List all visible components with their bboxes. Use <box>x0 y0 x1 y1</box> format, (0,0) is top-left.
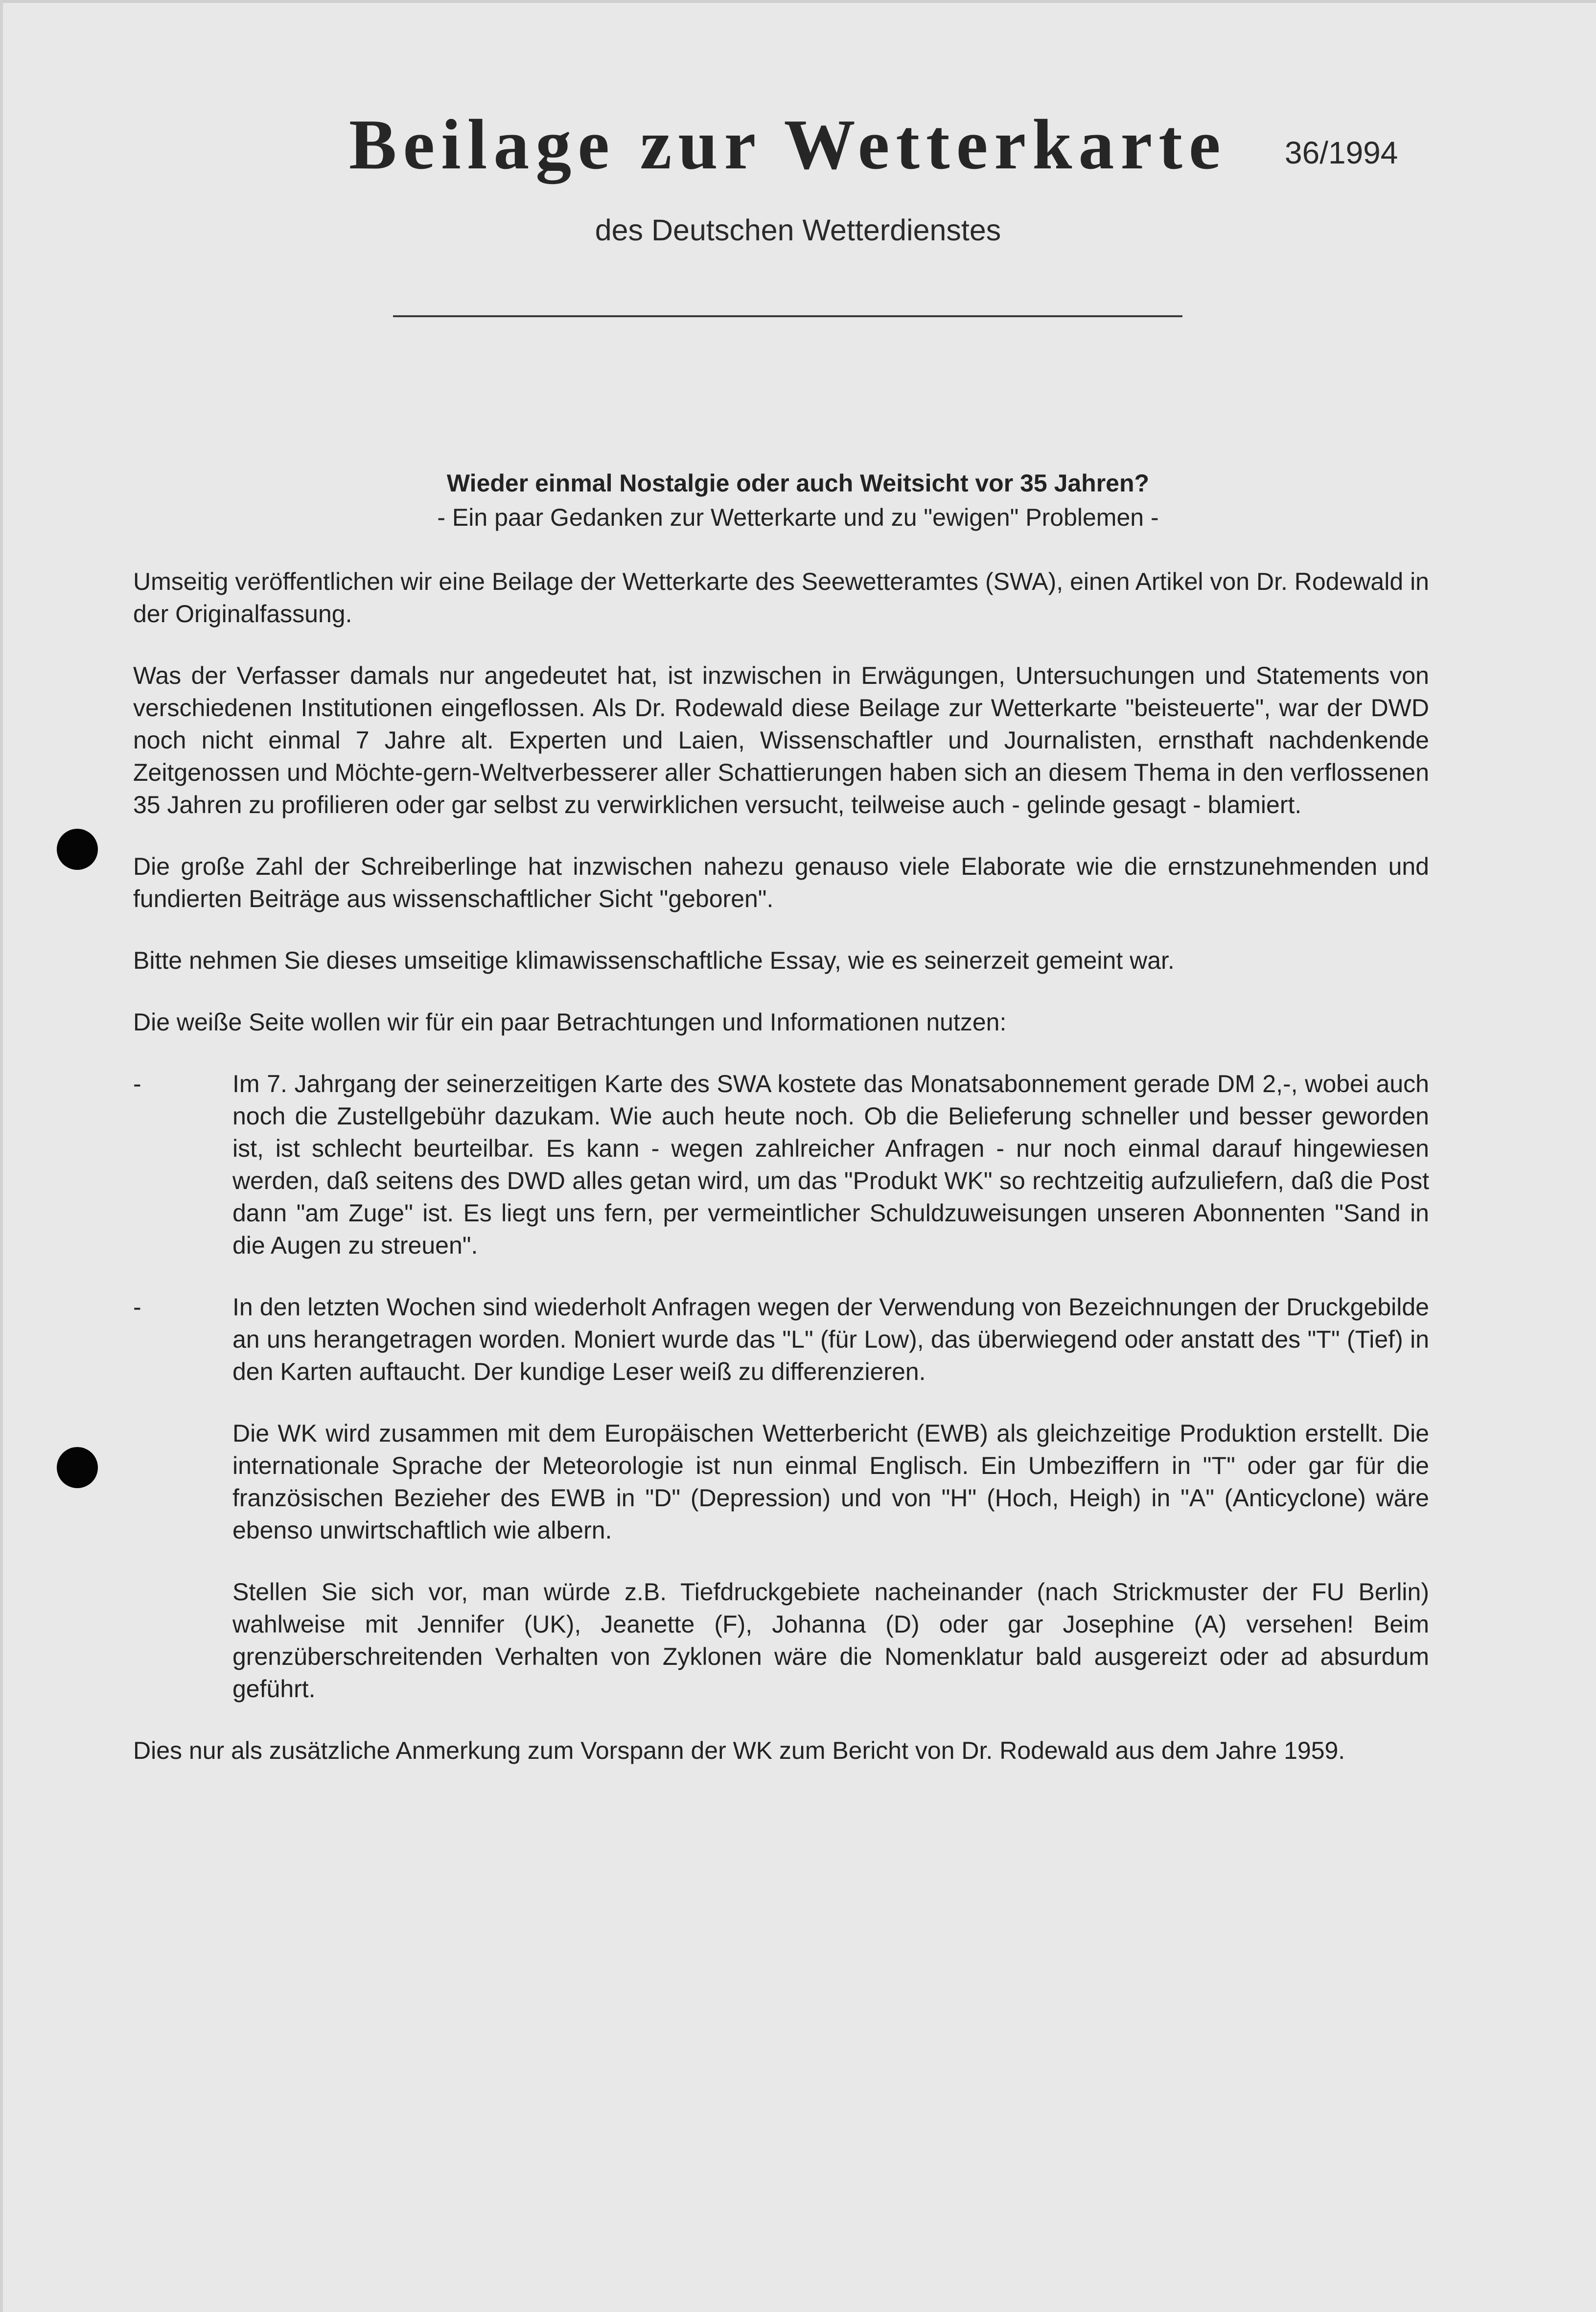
bullet-paragraph: In den letzten Wochen sind wiederholt Anfragen wegen der Verwendung von Bezeichnungen der Druckgebilde an uns herangetragen worden. Moniert wurde das "L" (für Low), das überwiegend oder anstatt des "T" (Tief) in den Karten auftaucht. Der kundige Leser weiß zu differenzieren. <box>232 1293 1429 1385</box>
article-title: Wieder einmal Nostalgie oder auch Weitsicht vor 35 Jahren? <box>446 469 1150 497</box>
bullet-item-subscription <box>133 1068 1429 1261</box>
header-divider <box>393 315 1182 317</box>
paragraph-writers: Die große Zahl der Schreiberlinge hat inzwischen nahezu genauso viele Elaborate wie die ernstzunehmenden und fundierten Beiträge aus wissenschaftlicher Sicht "geboren". <box>133 853 1429 912</box>
bullet-dash: - <box>133 1070 141 1098</box>
bullet-dash: - <box>133 1293 141 1321</box>
article-subtitle: - Ein paar Gedanken zur Wetterkarte und zu "ewigen" Problemen - <box>437 504 1159 531</box>
article-body <box>133 565 1429 1796</box>
bullet-content <box>232 1291 1429 1705</box>
page-title: Beilage zur Wetterkarte <box>349 105 1227 184</box>
bullet-paragraph: Im 7. Jahrgang der seinerzeitigen Karte des SWA kostete das Monatsabonnement gerade DM 2,-, wobei auch noch die Zustellgebühr dazukam. Wie auch heute noch. Ob die Belieferung schneller und besser geworden ist, ist schlecht beurteilbar. Es kann - wegen zahlreicher Anfragen - nur noch einmal darauf hingewiesen werden, daß seitens des DWD alles getan wird, um das "Produkt WK" so rechtzeitig aufzuliefern, daß die Post dann "am Zuge" ist. Es liegt uns fern, per vermeintlicher Schuldzuweisungen unseren Abonnenten "Sand in die Augen zu streuen". <box>232 1070 1429 1259</box>
punch-hole <box>57 1447 98 1488</box>
page-subtitle: des Deutschen Wetterdienstes <box>595 213 1001 247</box>
bullet-paragraph: Die WK wird zusammen mit dem Europäischen Wetterbericht (EWB) als gleichzeitige Produktion erstellt. Die internationale Sprache der Meteorologie ist nun einmal Englisch. Ein Umbeziffern in "T" oder gar für die französischen Bezieher des EWB in "D" (Depression) und von "H" (Hoch, Heigh) in "A" (Anticyclone) wäre ebenso unwirtschaftlich wie albern. <box>232 1420 1429 1544</box>
paragraph-lead-in: Die weiße Seite wollen wir für ein paar Betrachtungen und Informationen nutzen: <box>133 1008 1007 1036</box>
punch-hole <box>57 829 98 870</box>
bullet-content <box>232 1068 1429 1261</box>
bullet-item-pressure-labels <box>133 1291 1429 1705</box>
paragraph-closing: Dies nur als zusätzliche Anmerkung zum Vorspann der WK zum Bericht von Dr. Rodewald aus dem Jahre 1959. <box>133 1737 1345 1764</box>
page-edge-top <box>0 0 1596 3</box>
bullet-paragraph: Stellen Sie sich vor, man würde z.B. Tiefdruckgebiete nacheinander (nach Strickmuster der FU Berlin) wahlweise mit Jennifer (UK), Jeanette (F), Johanna (D) oder gar Josephine (A) versehen! Beim grenzüberschreitenden Verhalten von Zyklonen wäre die Nomenklatur bald ausgereizt oder ad absurdum geführt. <box>232 1578 1429 1703</box>
paragraph-request: Bitte nehmen Sie dieses umseitige klimawissenschaftliche Essay, wie es seinerzeit gemeint war. <box>133 947 1175 974</box>
paragraph-context: Was der Verfasser damals nur angedeutet hat, ist inzwischen in Erwägungen, Untersuchungen und Statements von verschiedenen Institutionen eingeflossen. Als Dr. Rodewald diese Beilage zur Wetterkarte "beisteuerte", war der DWD noch nicht einmal 7 Jahre alt. Experten und Laien, Wissenschaftler und Journalisten, ernsthaft nachdenkende Zeitgenossen und Möchte-gern-Weltverbesserer aller Schattierungen haben sich an diesem Thema in den verflossenen 35 Jahren zu profilieren oder gar selbst zu verwirklichen versucht, teilweise auch - gelinde gesagt - blamiert. <box>133 662 1429 818</box>
page-edge-left <box>0 0 3 2312</box>
issue-number: 36/1994 <box>1285 135 1398 170</box>
paragraph-intro: Umseitig veröffentlichen wir eine Beilage der Wetterkarte des Seewetteramtes (SWA), einen Artikel von Dr. Rodewald in der Originalfassung. <box>133 568 1429 628</box>
